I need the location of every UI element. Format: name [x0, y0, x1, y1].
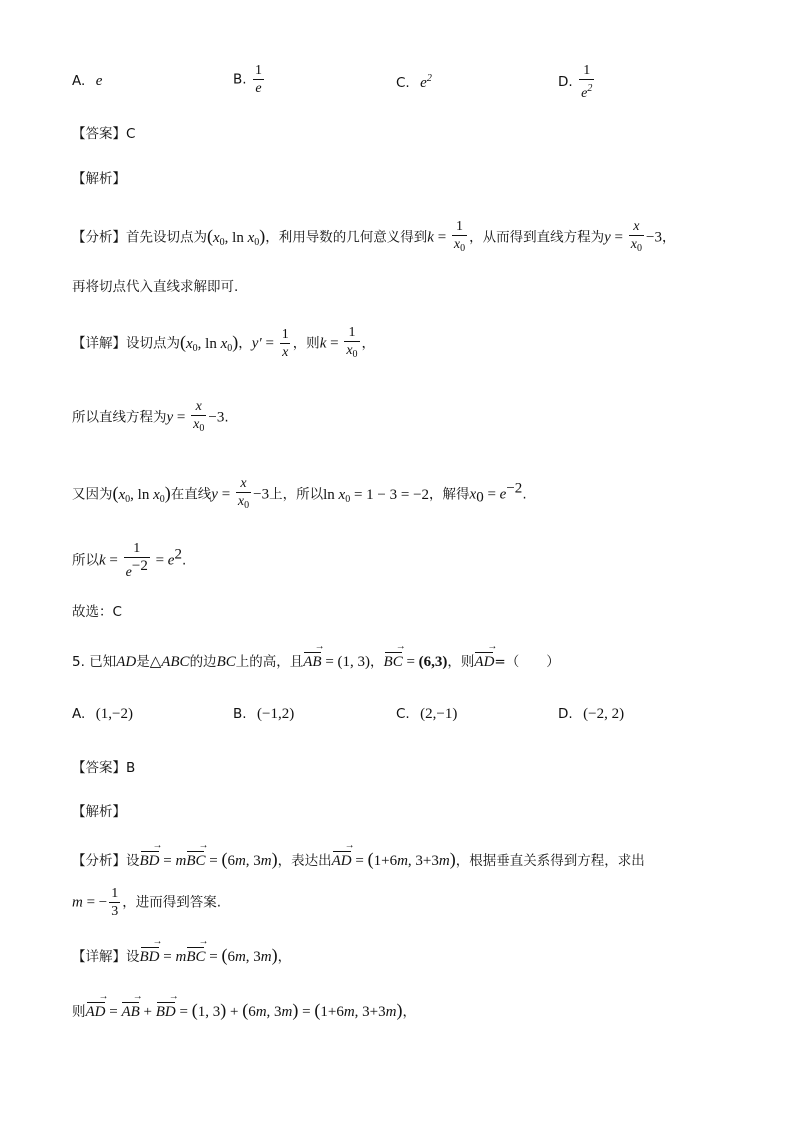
q4-k-value: 所以k = $\frac{1}{e^{-2}}$ = $e^2$. [72, 541, 187, 580]
q5-analysis-heading: 【解析】 [72, 804, 126, 820]
q4-choice: 故选：C [72, 604, 122, 620]
q5-option-a: A. (1,−2) [72, 706, 133, 722]
q5-option-d: D. (−2, 2) [558, 706, 625, 722]
q4-point-on-line: 又因为($x_0$, $\ln x_0$)在直线y = $\frac{x}{x_0}$ −3上，所以$\ln x_0 = 1 - 3 = -2$，解得$x_0 = e^{-2}$. [72, 475, 527, 514]
q4-line-equation: 所以直线方程为y = $\frac{x}{x_0}$ −3. [72, 398, 229, 437]
q4-xiangjie: 【详解】设切点为($x_0$, $\ln x_0$)，y′ = $\frac{1}{x}$ ，则k = $\frac{1}{x_0}$ ， [72, 324, 375, 363]
q4-option-b: B. $\frac{1}{e}$ [233, 63, 263, 96]
q4-option-c: C. $e^2$ [396, 73, 432, 91]
q4-analysis-heading: 【解析】 [72, 171, 126, 187]
q5-fenxi-line2: m = − $\frac{1}{3}$ ，进而得到答案. [72, 886, 222, 919]
q5-option-b: B. (−1,2) [233, 706, 295, 722]
q4-fenxi: 【分析】首先设切点为($x_0$, $\ln x_0$)，利用导数的几何意义得到k = $\frac{1}{x_0}$ ，从而得到直线方程为y = $\frac{x}{x_0}$ −3， [72, 218, 675, 257]
q5-answer: 【答案】B [72, 760, 136, 776]
q5-fenxi: 【分析】设BD → = mBC → = (6m, 3m)，表达出AD → = (1+6m, 3+3m)，根据垂直关系得到方程，求出 [72, 849, 645, 870]
q4-option-a: A. e [72, 73, 103, 89]
q5-xiangjie: 【详解】设BD → = mBC → = (6m, 3m)， [72, 945, 291, 966]
q5-ad-derivation: 则AD → = AB → + BD → = (1, 3) + (6m, 3m) = (1+6m, 3+3m)， [72, 1000, 416, 1021]
q4-fenxi-line2: 再将切点代入直线求解即可. [72, 279, 239, 295]
q5-question: 5. 已知AD是△ABC的边BC上的高，且AB → = (1, 3)，BC → = (6,3)，则AD →=（ ） [72, 650, 560, 671]
q5-option-c: C. (2,−1) [396, 706, 458, 722]
q4-option-d: D. $\frac{1}{e^2}$ [558, 63, 593, 101]
q4-answer: 【答案】C [72, 126, 136, 142]
